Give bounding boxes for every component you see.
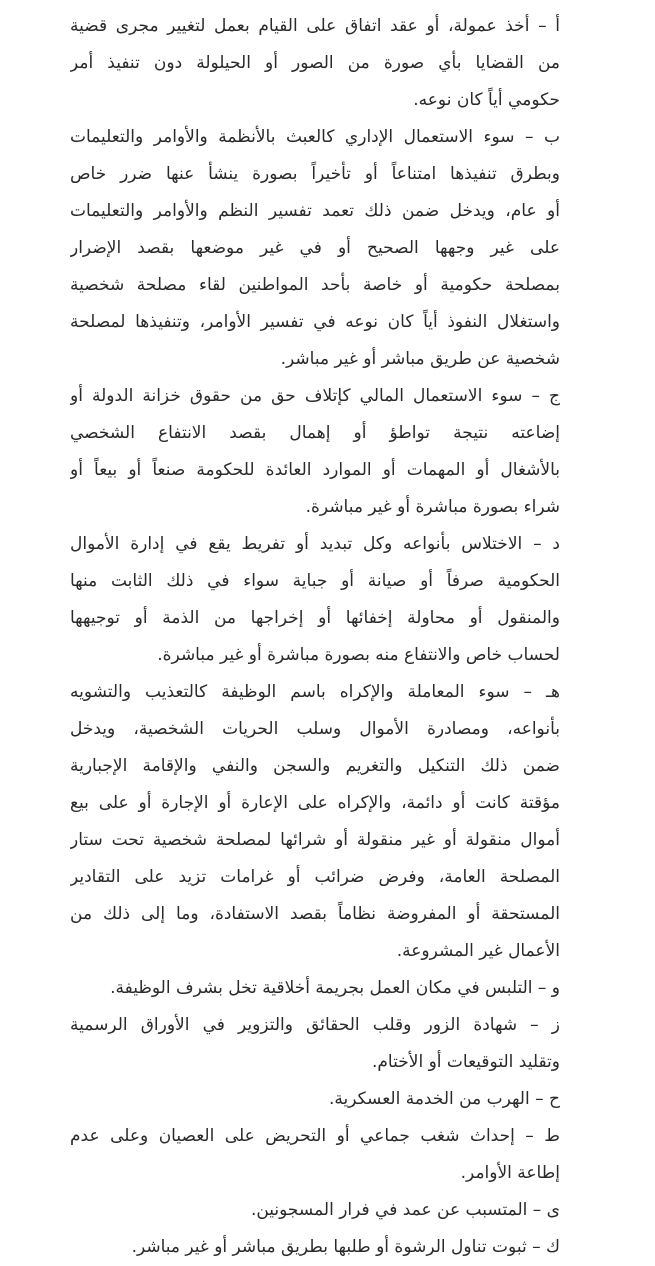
- text-line: ط – إحداث شغب جماعي أو التحريض على العصيان وعلى عدم: [70, 1126, 560, 1146]
- text-line: بالأشغال أو المهمات أو الموارد العائدة للحكومة صنعاً أو بيعاً أو: [70, 460, 560, 480]
- text-line: إطاعة الأوامر.: [460, 1163, 560, 1183]
- text-line: أ – أخذ عمولة، أو عقد اتفاق على القيام بعمل لتغيير مجرى قضية: [70, 16, 560, 36]
- text-line: بمصلحة حكومية أو خاصة بأحد المواطنين لقاء مصلحة شخصية: [70, 275, 560, 295]
- text-line: أموال منقولة أو غير منقولة أو شرائها لمصلحة شخصية تحت ستار: [70, 830, 560, 850]
- text-line: ى – المتسبب عن عمد في فرار المسجونين.: [250, 1200, 560, 1220]
- text-line: حكومي أياً كان نوعه.: [413, 90, 560, 110]
- text-line: و – التلبس في مكان العمل بجريمة أخلاقية تخل بشرف الوظيفة.: [110, 978, 560, 998]
- text-line: هـ – سوء المعاملة والإكراه باسم الوظيفة كالتعذيب والتشويه: [70, 682, 560, 702]
- text-line: ضمن ذلك التنكيل والتغريم والسجن والنفي والإقامة الإجبارية: [70, 756, 560, 776]
- text-line: لحساب خاص والانتفاع منه بصورة مباشرة أو غير مباشرة.: [157, 645, 560, 665]
- text-line: والمنقول أو محاولة إخفائها أو إخراجها من الذمة أو توجيهها: [70, 608, 560, 628]
- text-line: وتقليد التوقيعات أو الأختام.: [372, 1052, 560, 1072]
- text-line: المستحقة أو المفروضة نظاماً بقصد الاستفادة، وما إلى ذلك من: [70, 904, 560, 924]
- text-line: أو عام، ويدخل ضمن ذلك تعمد تفسير النظم والأوامر والتعليمات: [70, 201, 560, 221]
- text-line: مؤقتة كانت أو دائمة، والإكراه على الإعارة أو الإجارة أو على بيع: [70, 793, 560, 813]
- text-line: من القضايا بأي صورة من الصور أو الحيلولة دون تنفيذ أمر: [70, 53, 560, 73]
- text-line: الأعمال غير المشروعة.: [396, 941, 560, 961]
- text-line: بأنواعه، ومصادرة الأموال وسلب الحريات الشخصية، ويدخل: [70, 719, 560, 739]
- text-line: ج – سوء الاستعمال المالي كإتلاف حق من حقوق خزانة الدولة أو: [70, 386, 560, 406]
- text-line: وبطرق تنفيذها امتناعاً أو تأخيراً بصورة ينشأ عنها ضرر خاص: [70, 164, 560, 184]
- text-line: واستغلال النفوذ أياً كان نوعه في تفسير الأوامر، وتنفيذها لمصلحة: [70, 312, 560, 332]
- text-line: ب – سوء الاستعمال الإداري كالعبث بالأنظمة والأوامر والتعليمات: [70, 127, 560, 147]
- text-line: ح – الهرب من الخدمة العسكرية.: [329, 1089, 560, 1109]
- text-line: إضاعته نتيجة تواطؤ أو إهمال بقصد الانتفاع الشخصي: [70, 423, 560, 443]
- text-line: شراء بصورة مباشرة أو غير مباشرة.: [305, 497, 560, 517]
- text-line: د – الاختلاس بأنواعه وكل تبديد أو تفريط يقع في إدارة الأموال: [70, 534, 560, 554]
- text-line: ز – شهادة الزور وقلب الحقائق والتزوير في الأوراق الرسمية: [70, 1015, 560, 1035]
- text-line: ك – ثبوت تناول الرشوة أو طلبها بطريق مباشر أو غير مباشر.: [131, 1237, 560, 1257]
- text-line: المصلحة العامة، وفرض ضرائب أو غرامات تزيد على التقادير: [70, 867, 560, 887]
- text-line: على غير وجهها الصحيح أو في غير موضعها بقصد الإضرار: [70, 238, 560, 258]
- text-line: الحكومية صرفاً أو صيانة أو جباية سواء في ذلك الثابت منها: [70, 571, 560, 591]
- text-line: شخصية عن طريق مباشر أو غير مباشر.: [280, 349, 560, 369]
